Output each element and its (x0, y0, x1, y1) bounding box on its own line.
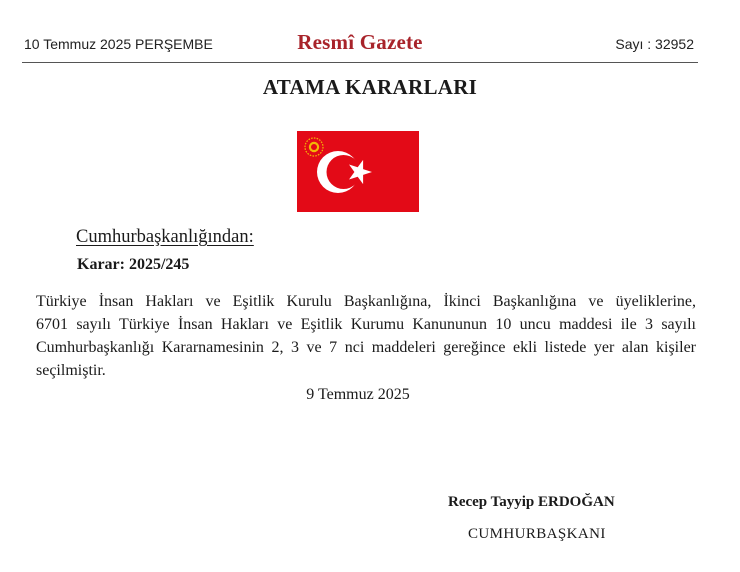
issue-number: Sayı : 32952 (615, 36, 694, 52)
signer-surname: ERDOĞAN (538, 494, 615, 510)
decree-date: 9 Temmuz 2025 (306, 386, 410, 403)
issuer-heading: Cumhurbaşkanlığından: (76, 227, 254, 247)
decision-number: Karar: 2025/245 (77, 256, 190, 273)
decree-body-line: 6701 sayılı Türkiye İnsan Hakları ve Eşitlik Kurumu Kanununun 10 uncu maddesi ile 3 sayılı (36, 316, 696, 333)
gazette-header (22, 28, 698, 63)
decree-body (36, 290, 696, 382)
section-title: ATAMA KARARLARI (262, 75, 478, 99)
publication-date: 10 Temmuz 2025 PERŞEMBE (24, 36, 213, 52)
turkish-flag-icon (297, 131, 419, 212)
signer-title: CUMHURBAŞKANI (468, 526, 606, 542)
decree-body-line: Türkiye İnsan Hakları ve Eşitlik Kurulu Başkanlığına, İkinci Başkanlığına ve üyeliklerine, (36, 293, 696, 310)
decree-body-line: seçilmiştir. (36, 362, 106, 379)
decree-body-line: Cumhurbaşkanlığı Kararnamesinin 2, 3 ve 7 nci maddeleri gereğince ekli listede yer alan kişiler (36, 339, 696, 356)
signer-given-name: Recep Tayyip (448, 494, 535, 510)
gazette-title: Resmî Gazete (297, 30, 423, 54)
signer-name (448, 494, 615, 511)
